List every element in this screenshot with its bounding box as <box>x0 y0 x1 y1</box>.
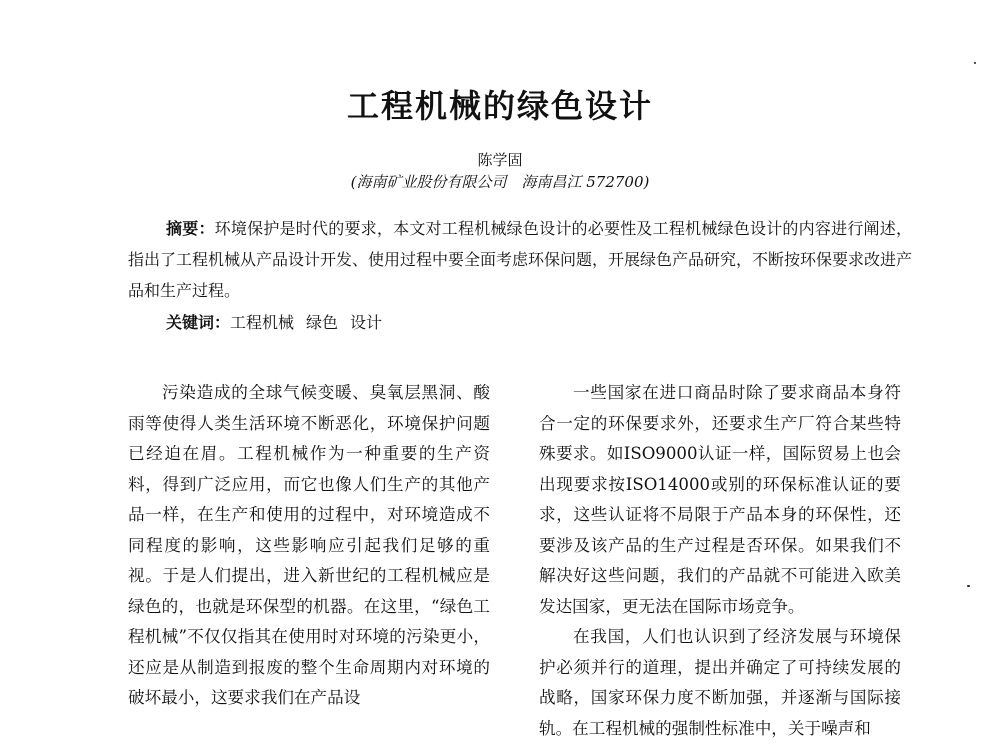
author-affiliation: (海南矿业股份有限公司 海南昌江 572700) <box>350 173 650 191</box>
body-paragraph: 污染造成的全球气候变暖、臭氧层黑洞、酸雨等使得人类生活环境不断恶化，环境保护问题已经迫在眉。工程机械作为一种重要的生产资料，得到广泛应用，而它也像人们生产的其他产品一样，在生产和使用的过程中，对环境造成不同程度的影响，这些影响应引起我们足够的重视。于是人们提出，进入新世纪的工程机械应是绿色的，也就是环保型的机器。在这里，“绿色工程机械”不仅仅指其在使用时对环境的污染更小，还应是从制造到报废的整个生命周期内对环境的破坏最小，这要求我们在产品设 <box>128 383 490 707</box>
body-column-left <box>128 378 490 714</box>
abstract-label: 摘要： <box>166 219 215 238</box>
abstract-text: 环境保护是时代的要求，本文对工程机械绿色设计的必要性及工程机械绿色设计的内容进行阐述，指出了工程机械从产品设计开发、使用过程中要全面考虑环保问题，开展绿色产品研究，不断按环保要求改进产品和生产过程。 <box>128 219 913 300</box>
author-name: 陈学固 <box>477 151 523 169</box>
body-paragraph: 一些国家在进口商品时除了要求商品本身符合一定的环保要求外，还要求生产厂符合某些特殊要求。如ISO9000认证一样，国际贸易上也会出现要求按ISO14000或别的环保标准认证的要求，这些认证将不局限于产品本身的环保性，还要涉及该产品的生产过程是否环保。如果我们不解决好这些问题，我们的产品就不可能进入欧美发达国家，更无法在国际市场竞争。 <box>539 383 901 616</box>
keyword-item: 绿色 <box>306 313 339 332</box>
keyword-item: 设计 <box>350 313 383 332</box>
body-paragraph: 在我国，人们也认识到了经济发展与环境保护必须并行的道理，提出并确定了可持续发展的战略，国家环保力度不断加强，并逐渐与国际接轨。在工程机械的强制性标准中，关于噪声和 <box>539 627 901 738</box>
body-column-right <box>539 378 901 744</box>
scan-speck <box>974 62 976 64</box>
keywords <box>166 307 382 338</box>
scan-speck <box>967 585 970 587</box>
keywords-label: 关键词： <box>166 313 231 332</box>
keyword-item: 工程机械 <box>230 313 295 332</box>
article-title: 工程机械的绿色设计 <box>346 87 653 125</box>
abstract <box>128 213 912 306</box>
